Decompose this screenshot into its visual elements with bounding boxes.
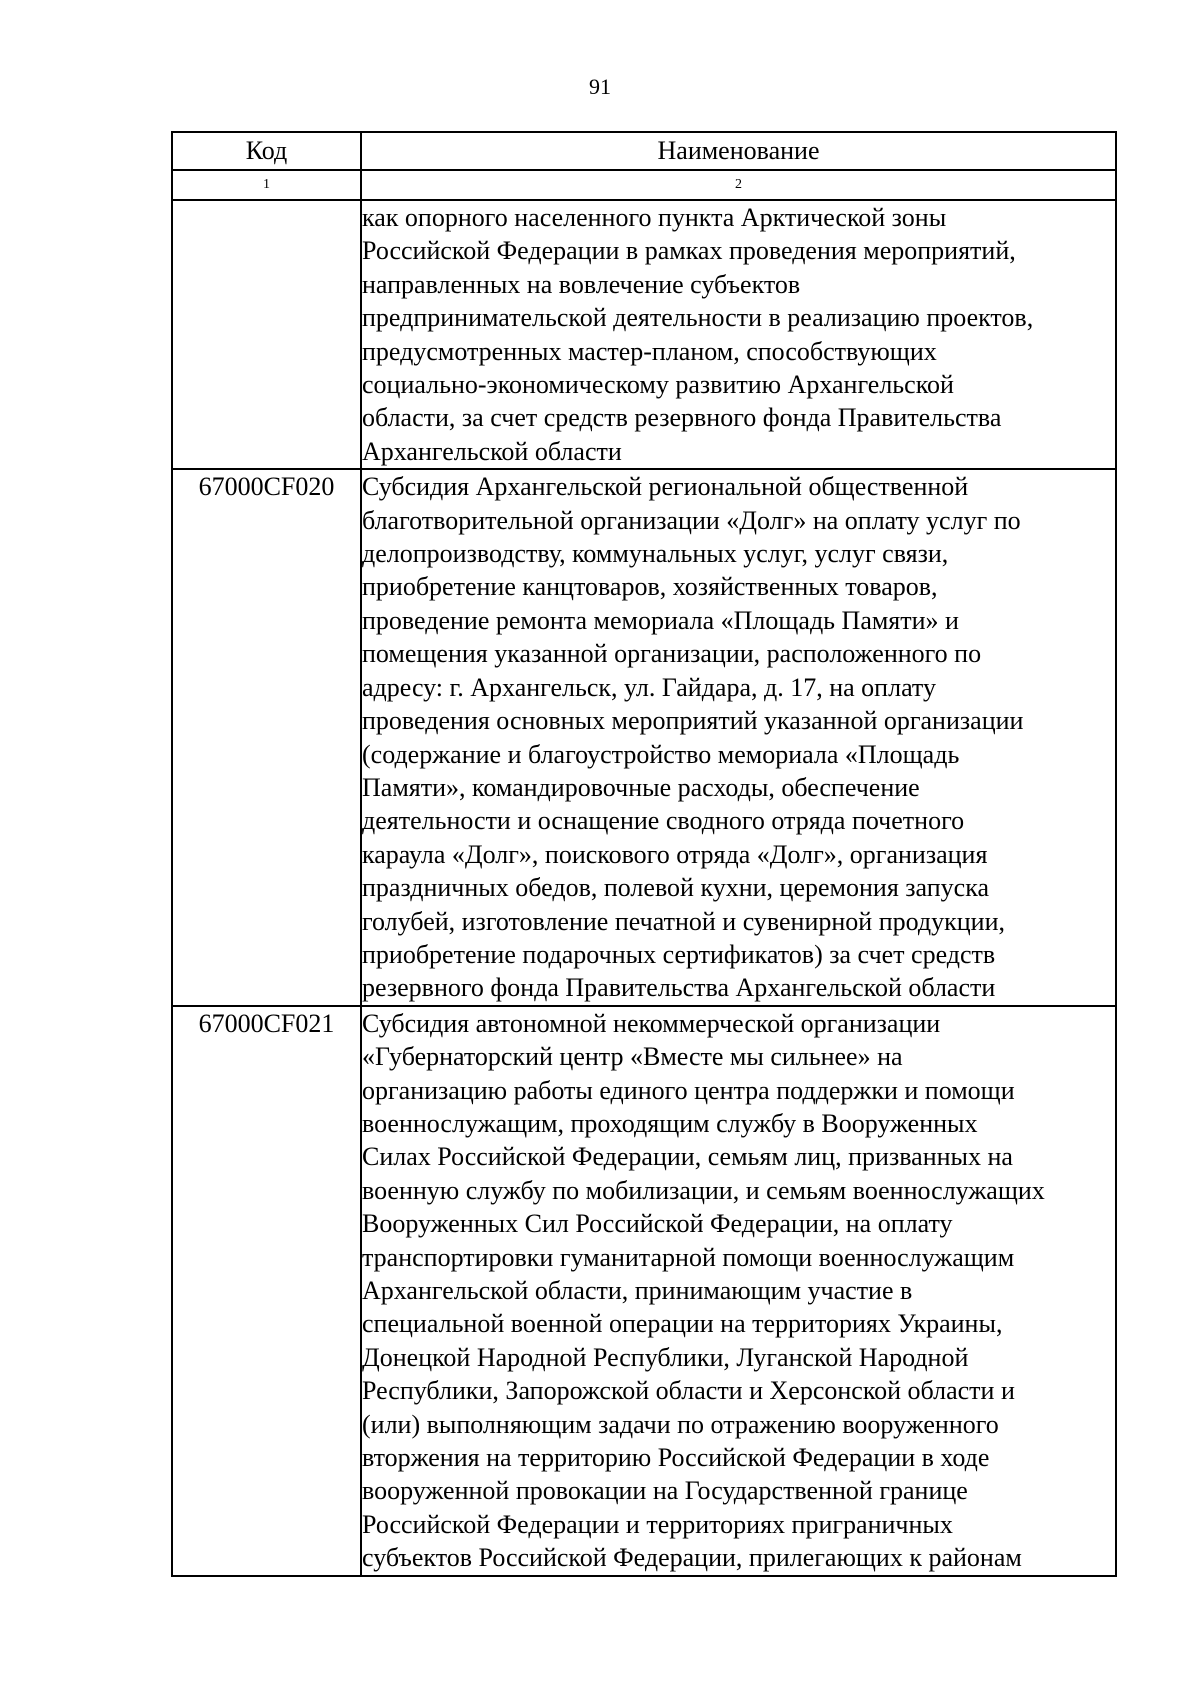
text-line: (или) выполняющим задачи по отражению вооруженного [362, 1409, 999, 1439]
text-line: военнослужащим, проходящим службу в Вооруженных [362, 1108, 978, 1138]
table-row [172, 469, 1116, 1006]
text-line: Донецкой Народной Республики, Луганской Народной [362, 1342, 969, 1372]
text-line: деятельности и оснащение сводного отряда почетного [362, 806, 965, 836]
text-line: (содержание и благоустройство мемориала «Площадь [362, 739, 960, 769]
text-line: проведение ремонта мемориала «Площадь Памяти» и [362, 605, 959, 635]
text-line: Республики, Запорожской области и Херсонской области и [362, 1376, 1015, 1406]
text-line: приобретение подарочных сертификатов) за счет средств [362, 939, 996, 969]
text-line: транспортировки гуманитарной помощи военнослужащим [362, 1242, 1015, 1272]
column-number-row [172, 170, 1116, 200]
row-code [172, 200, 361, 469]
text-line: проведения основных мероприятий указанной организации [362, 706, 1024, 736]
text-line: вооруженной провокации на Государственной границе [362, 1476, 968, 1506]
header-name: Наименование [361, 132, 1116, 170]
text-line: помещения указанной организации, расположенного по [362, 639, 982, 669]
text-line: организацию работы единого центра поддержки и помощи [362, 1075, 1015, 1105]
text-line: адресу: г. Архангельск, ул. Гайдара, д. 17, на оплату [362, 672, 936, 702]
table-body [172, 200, 1116, 1576]
text-line: как опорного населенного пункта Арктической зоны [362, 203, 947, 232]
text-line: Субсидия автономной некоммерческой организации [362, 1008, 941, 1038]
text-line: караула «Долг», поискового отряда «Долг», организация [362, 839, 988, 869]
text-line: благотворительной организации «Долг» на оплату услуг по [362, 505, 1021, 535]
column-number-2: 2 [361, 170, 1116, 200]
column-number-1: 1 [172, 170, 361, 200]
text-line: Силах Российской Федерации, семьям лиц, призванных на [362, 1142, 1013, 1172]
row-name [361, 1006, 1116, 1576]
table-row [172, 200, 1116, 469]
row-code: 67000CF020 [172, 469, 361, 1006]
text-line: «Губернаторский центр «Вместе мы сильнее» на [362, 1042, 903, 1072]
text-line: Архангельской области, принимающим участие в [362, 1276, 913, 1305]
text-line: праздничных обедов, полевой кухни, церемония запуска [362, 873, 989, 903]
row-name [361, 200, 1116, 469]
text-line: предусмотренных мастер-планом, способствующих [362, 336, 937, 366]
table-row [172, 1006, 1116, 1576]
text-line: Архангельской области [362, 436, 622, 466]
text-line: социально-экономическому развитию Архангельской [362, 370, 954, 400]
text-line: военную службу по мобилизации, и семьям военнослужащих [362, 1175, 1045, 1205]
text-line: области, за счет средств резервного фонда Правительства [362, 403, 1002, 433]
text-line: предпринимательской деятельности в реализацию проектов, [362, 303, 1034, 333]
text-line: резервного фонда Правительства Архангельской области [362, 973, 996, 1003]
text-line: Субсидия Архангельской региональной общественной [362, 472, 969, 502]
header-code: Код [172, 132, 361, 170]
text-line: Памяти», командировочные расходы, обеспечение [362, 772, 920, 802]
table-header-row [172, 132, 1116, 170]
row-name [361, 469, 1116, 1006]
text-line: Российской Федерации и территориях приграничных [362, 1509, 953, 1539]
text-line: специальной военной операции на территориях Украины, [362, 1309, 1003, 1339]
text-line: Вооруженных Сил Российской Федерации, на оплату [362, 1209, 953, 1239]
row-code: 67000CF021 [172, 1006, 361, 1576]
text-line: направленных на вовлечение субъектов [362, 269, 801, 299]
text-line: вторжения на территорию Российской Федерации в ходе [362, 1443, 990, 1473]
text-line: делопроизводству, коммунальных услуг, услуг связи, [362, 539, 949, 569]
page-number: 91 [589, 74, 611, 99]
code-name-table [171, 131, 1117, 1577]
text-line: Российской Федерации в рамках проведения мероприятий, [362, 236, 1016, 266]
text-line: субъектов Российской Федерации, прилегающих к районам [362, 1543, 1022, 1573]
text-line: приобретение канцтоваров, хозяйственных товаров, [362, 572, 938, 602]
text-line: голубей, изготовление печатной и сувенирной продукции, [362, 906, 1005, 936]
